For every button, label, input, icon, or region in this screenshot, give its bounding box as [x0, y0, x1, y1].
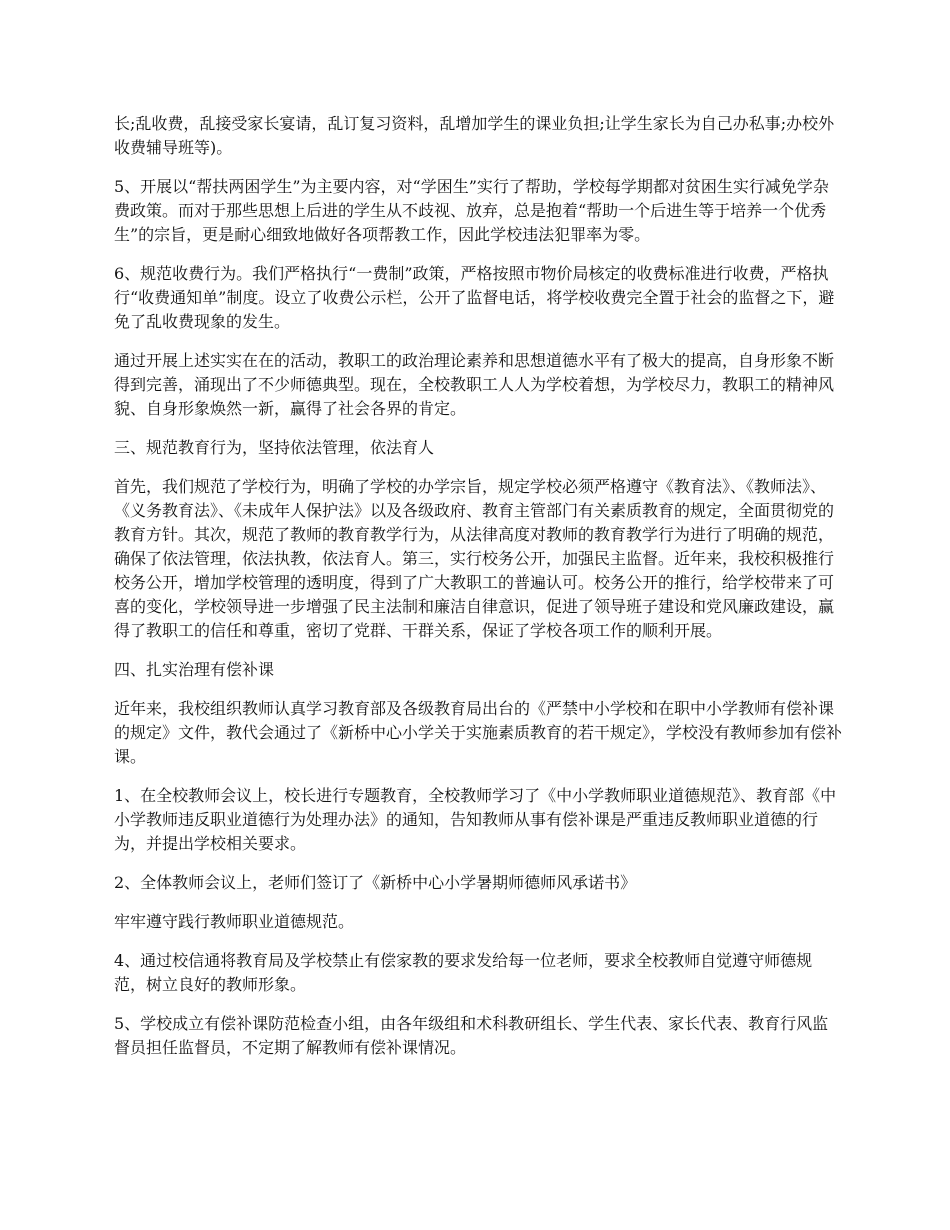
section-heading-4: 四、扎实治理有偿补课 — [114, 660, 275, 679]
paragraph-item-2-pledge: 2、全体教师会议上，老师们签订了《新桥中心小学暑期师德师风承诺书》 — [114, 873, 637, 892]
paragraph-item-5-poor-students: 5、开展以“帮扶两困学生”为主要内容，对“学困生”实行了帮助，学校每学期都对贫困生实行减免学杂费政策。而对于那些思想上后进的学生从不歧视、放弃，总是抱着“帮助一个后进生等于培养一个优秀生”的宗旨，更是耐心细致地做好各项帮教工作，因此学校违法犯罪率为零。 — [114, 177, 829, 244]
paragraph-legal-management: 首先，我们规范了学校行为，明确了学校的办学宗旨，规定学校必须严格遵守《教育法》、《教师法》、《义务教育法》、《未成年人保护法》以及各级政府、教育主管部门有关素质教育的规定，全面贯彻党的教育方针。其次，规范了教师的教育教学行为，从法律高度对教师的教育教学行为进行了明确的规范，确保了依法管理，依法执教，依法育人。第三，实行校务公开，加强民主监督。近年来，我校积极推行校务公开，增加学校管理的透明度，得到了广大教职工的普遍认可。校务公开的推行，给学校带来了可喜的变化，学校领导进一步增强了民主法制和廉洁自律意识，促进了领导班子建设和党风廉政建设，赢得了教职工的信任和尊重，密切了党群、干群关系，保证了学校各项工作的顺利开展。 — [114, 477, 835, 640]
paragraph-pledge-continuation: 牢牢遵守践行教师职业道德规范。 — [114, 912, 355, 931]
paragraph-fee-rules-end: 长;乱收费，乱接受家长宴请，乱订复习资料，乱增加学生的课业负担;让学生家长为自己办私事;办校外收费辅导班等)。 — [114, 114, 835, 157]
paragraph-paid-tutoring-intro: 近年来，我校组织教师认真学习教育部及各级教育局出台的《严禁中小学校和在职中小学教师有偿补课的规定》文件，教代会通过了《新桥中心小学关于实施素质教育的若干规定》，学校没有教师参加有偿补课。 — [114, 699, 843, 766]
document-page — [114, 112, 842, 1075]
paragraph-item-6-fee-behavior: 6、规范收费行为。我们严格执行“一费制”政策，严格按照市物价局核定的收费标准进行收费，严格执行“收费通知单”制度。设立了收费公示栏，公开了监督电话，将学校收费完全置于社会的监督之下，避免了乱收费现象的发生。 — [114, 264, 835, 331]
paragraph-item-1-meeting: 1、在全校教师会议上，校长进行专题教育，全校教师学习了《中小学教师职业道德规范》、教育部《中小学教师违反职业道德行为处理办法》的通知，告知教师从事有偿补课是严重违反教师职业道德的行为，并提出学校相关要求。 — [114, 786, 837, 853]
paragraph-item-4-notification: 4、通过校信通将教育局及学校禁止有偿家教的要求发给每一位老师，要求全校教师自觉遵守师德规范，树立良好的教师形象。 — [114, 951, 813, 994]
paragraph-activity-summary: 通过开展上述实实在在的活动，教职工的政治理论素养和思想道德水平有了极大的提高，自身形象不断得到完善，涌现出了不少师德典型。现在，全校教职工人人为学校着想，为学校尽力，教职工的精神风貌、自身形象焕然一新，赢得了社会各界的肯定。 — [114, 351, 835, 418]
paragraph-item-5-inspection: 5、学校成立有偿补课防范检查小组，由各年级组和术科教研组长、学生代表、家长代表、教育行风监督员担任监督员，不定期了解教师有偿补课情况。 — [114, 1014, 829, 1057]
section-heading-3: 三、规范教育行为，坚持依法管理，依法育人 — [114, 438, 435, 457]
